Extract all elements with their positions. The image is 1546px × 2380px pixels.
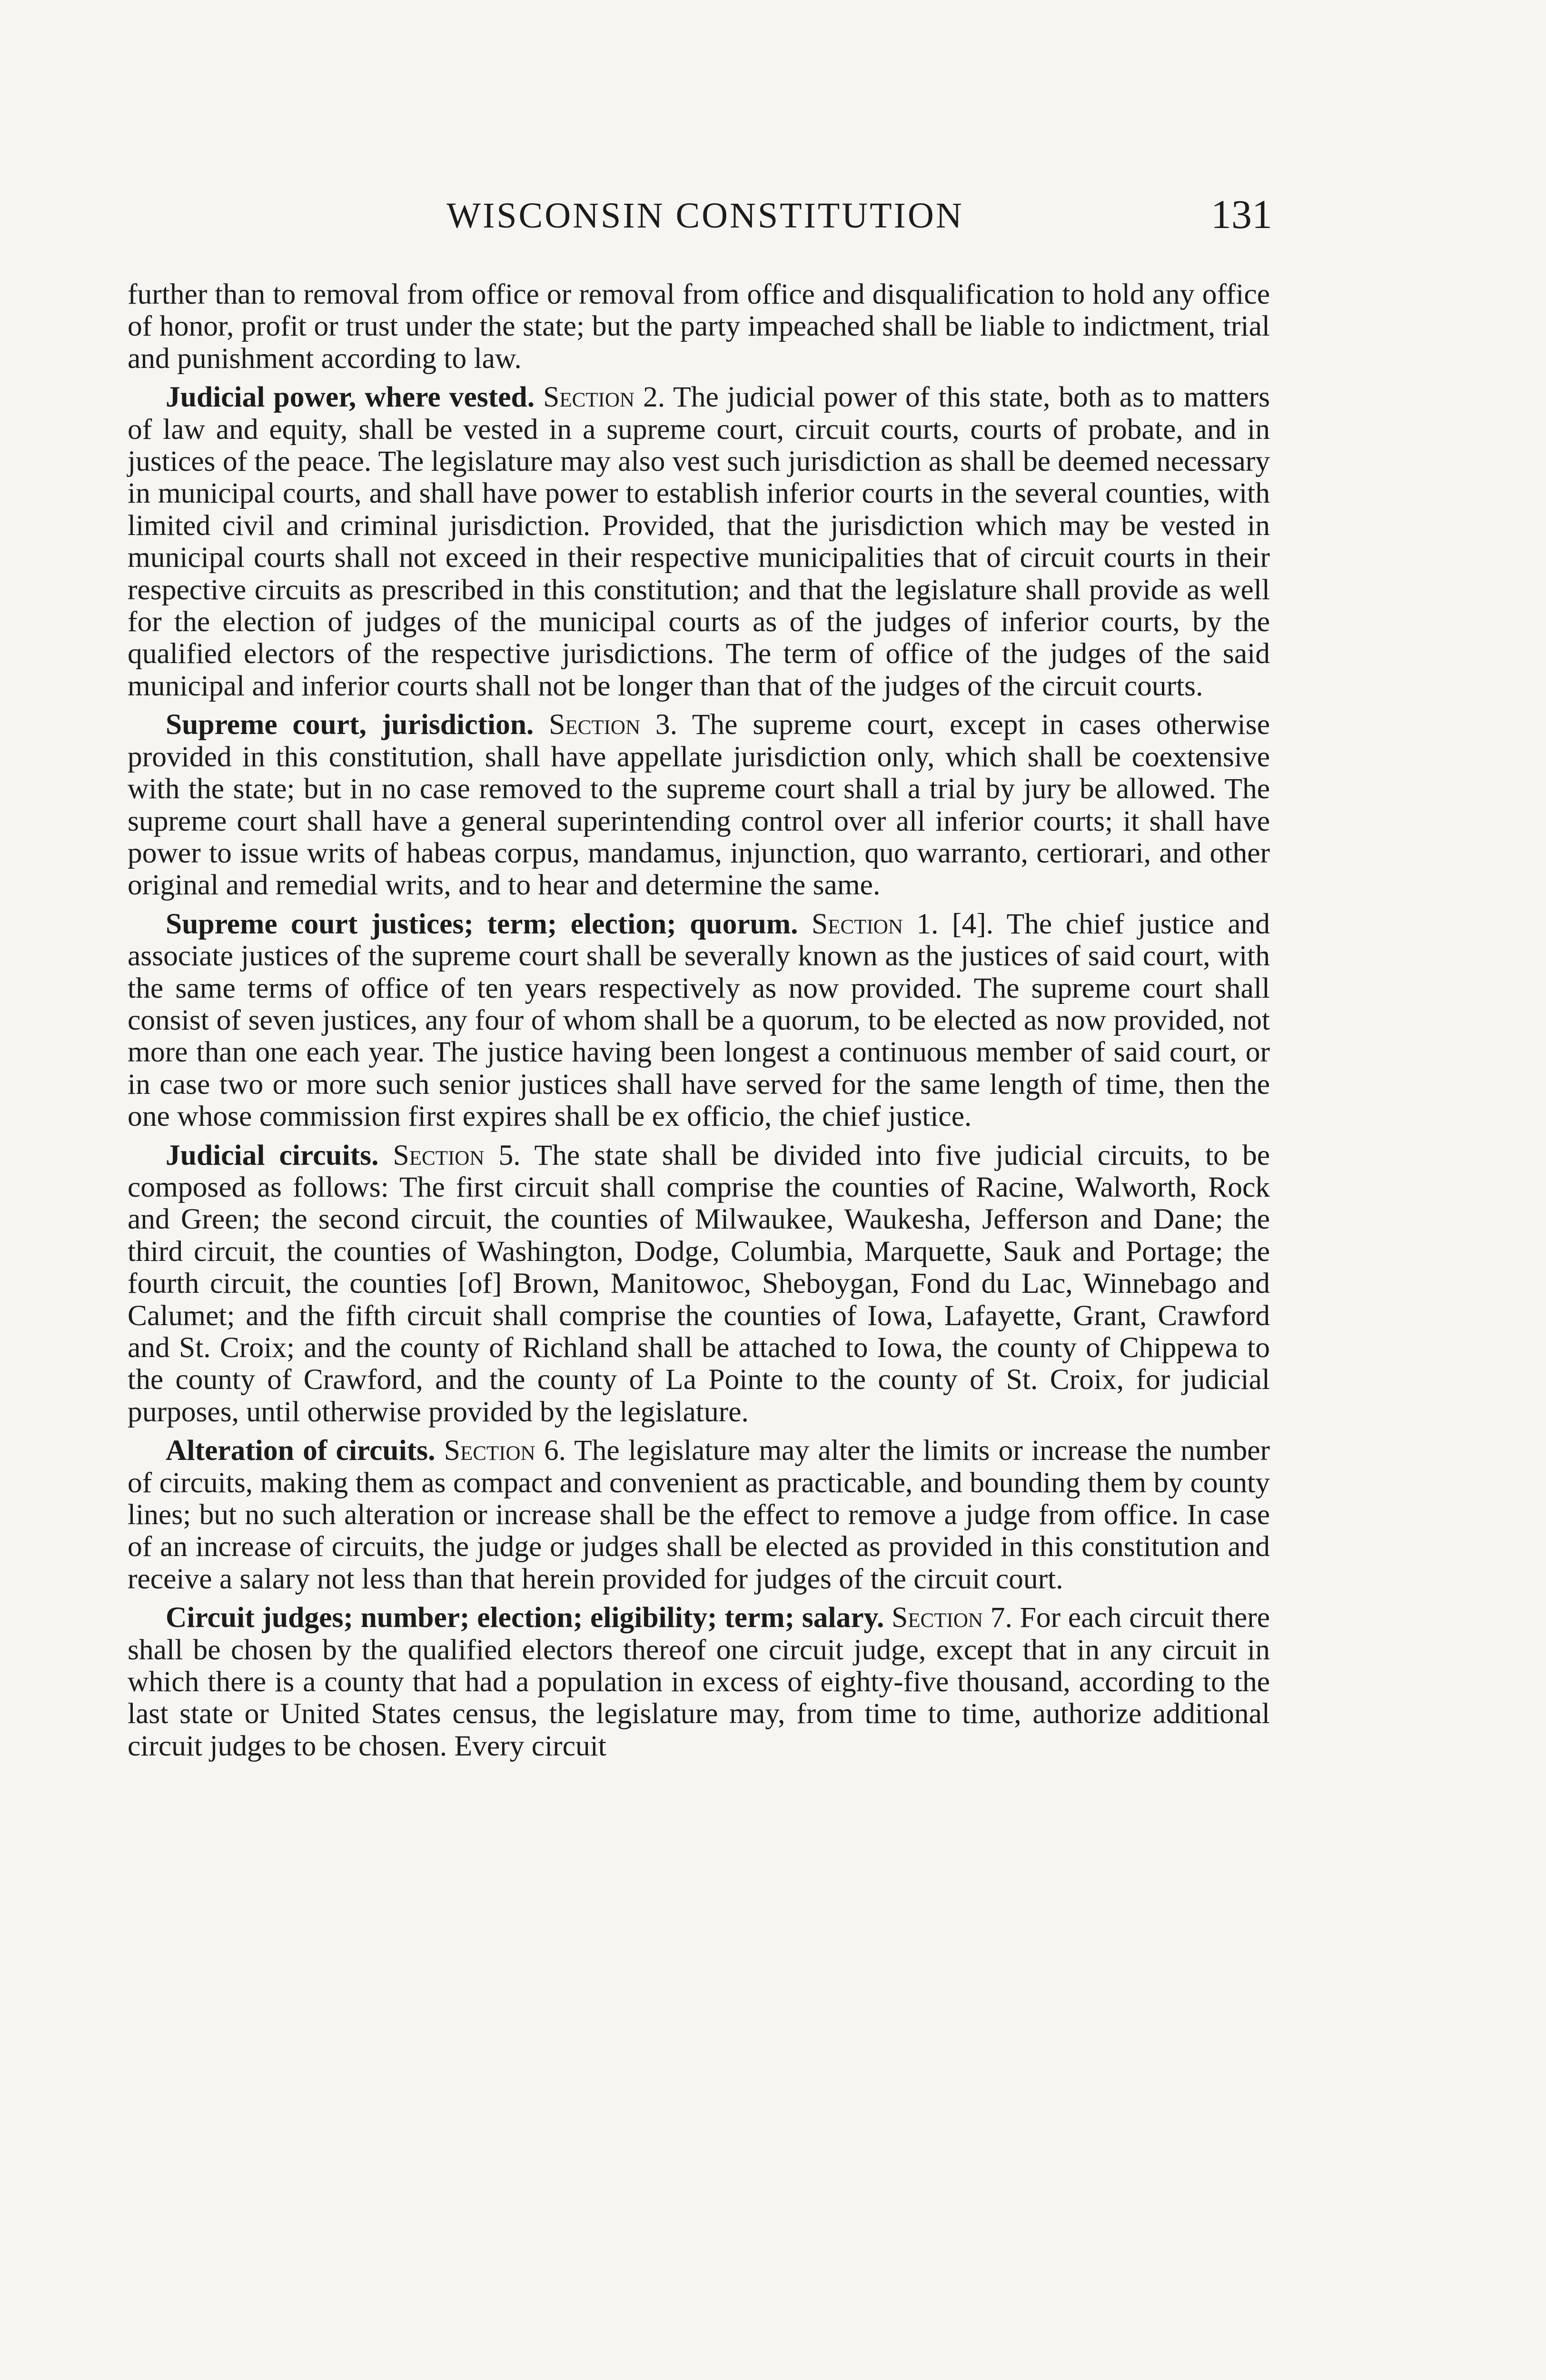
paragraph-text: The chief justice and associate justices of the supreme court shall be severally known as the justices of said court, with the same terms of office of ten years respectively as now provided. The supreme court shall consist of seven justices, any four of whom shall be a quorum, to be elected as now provided, not more than one each year. The justice having been longest a continuous member of said court, or in case two or more such senior justices shall have served for the same length of time, then the one whose commission first expires shall be ex officio, the chief justice. [128,907,1270,1133]
section-number: 3. [655,708,678,741]
paragraph-text: further than to removal from office or removal from office and disqualification to hold any office of honor, profit or trust under the state; but the party impeached shall be liable to indictment, trial and punishment according to law. [128,278,1270,375]
paragraph-text: The legislature may alter the limits or increase the number of circuits, making them as compact and convenient as practicable, and bounding them by county lines; but no such alteration or increase shall be the effect to remove a judge from office. In case of an increase of circuits, the judge or judges shall be elected as provided in this constitution and receive a salary not less than that herein provided for judges of the circuit court. [128,1434,1270,1595]
section-label: Section [393,1139,485,1171]
paragraph-text: For each circuit there shall be chosen by the qualified electors thereof one circuit judge, except that in any circuit in which there is a county that had a population in excess of eighty-five thousand, according to the last state or United States census, the legislature may, from time to time, authorize additional circuit judges to be chosen. Every circuit [128,1601,1270,1762]
section-7-paragraph [128,1602,1270,1762]
page-title: WISCONSIN CONSTITUTION [446,196,964,236]
section-label: Section [549,708,641,741]
section-heading: Alteration of circuits. [166,1434,436,1467]
section-number: 5. [498,1139,521,1171]
section-number: 6. [544,1434,566,1467]
section-label: Section [892,1601,983,1634]
section-label: Section [812,907,903,940]
paragraph-text: The supreme court, except in cases otherwise provided in this constitution, shall have appellate jurisdiction only, which shall be coextensive with the state; but in no case removed to the supreme court shall a trial by jury be allowed. The supreme court shall have a general superintending control over all inferior courts; it shall have power to issue writs of habeas corpus, mandamus, injunction, quo warranto, certiorari, and other original and remedial writs, and to hear and determine the same. [128,708,1270,902]
page-number: 131 [1211,191,1272,237]
section-heading: Judicial circuits. [166,1139,379,1171]
section-heading: Judicial power, where vested. [166,381,535,414]
paragraph-text: The judicial power of this state, both as to matters of law and equity, shall be vested in a supreme court, circuit courts, courts of probate, and in justices of the peace. The legislature may also vest such jurisdiction as shall be deemed necessary in municipal courts, and shall have power to establish inferior courts in the several counties, with limited civil and criminal jurisdiction. Provided, that the jurisdiction which may be vested in municipal courts shall not exceed in their respective municipalities that of circuit courts in their respective circuits as prescribed in this constitution; and that the legislature shall provide as well for the election of judges of the municipal courts as of the judges of inferior courts, by the qualified electors of the respective jurisdictions. The term of office of the judges of the said municipal and inferior courts shall not be longer than that of the judges of the circuit courts. [128,381,1270,702]
body-text [128,278,1270,1769]
section-number: 1. [4]. [916,907,994,940]
section-heading: Supreme court, jurisdiction. [166,708,534,741]
section-4-paragraph [128,908,1270,1133]
running-header [138,190,1272,243]
section-number: 7. [990,1601,1012,1634]
paragraph-text: The state shall be divided into five judicial circuits, to be composed as follows: The first circuit shall comprise the counties of Racine, Walworth, Rock and Green; the second circuit, the counties of Milwaukee, Waukesha, Jefferson and Dane; the third circuit, the counties of Washington, Dodge, Columbia, Marquette, Sauk and Portage; the fourth circuit, the counties [of] Brown, Manitowoc, Sheboygan, Fond du Lac, Winnebago and Calumet; and the fifth circuit shall comprise the counties of Iowa, Lafayette, Grant, Crawford and St. Croix; and the county of Richland shall be attached to Iowa, the county of Chippewa to the county of Crawford, and the county of La Pointe to the county of St. Croix, for judicial purposes, until otherwise provided by the legislature. [128,1139,1270,1428]
section-label: Section [444,1434,535,1467]
section-2-paragraph [128,381,1270,702]
section-number: 2. [643,381,665,414]
section-label: Section [543,381,634,414]
paragraph-continuation [128,278,1270,375]
section-3-paragraph [128,709,1270,901]
section-heading: Supreme court justices; term; election; quorum. [166,907,798,940]
section-6-paragraph [128,1435,1270,1595]
section-heading: Circuit judges; number; election; eligibility; term; salary. [166,1601,884,1634]
section-5-paragraph [128,1140,1270,1428]
